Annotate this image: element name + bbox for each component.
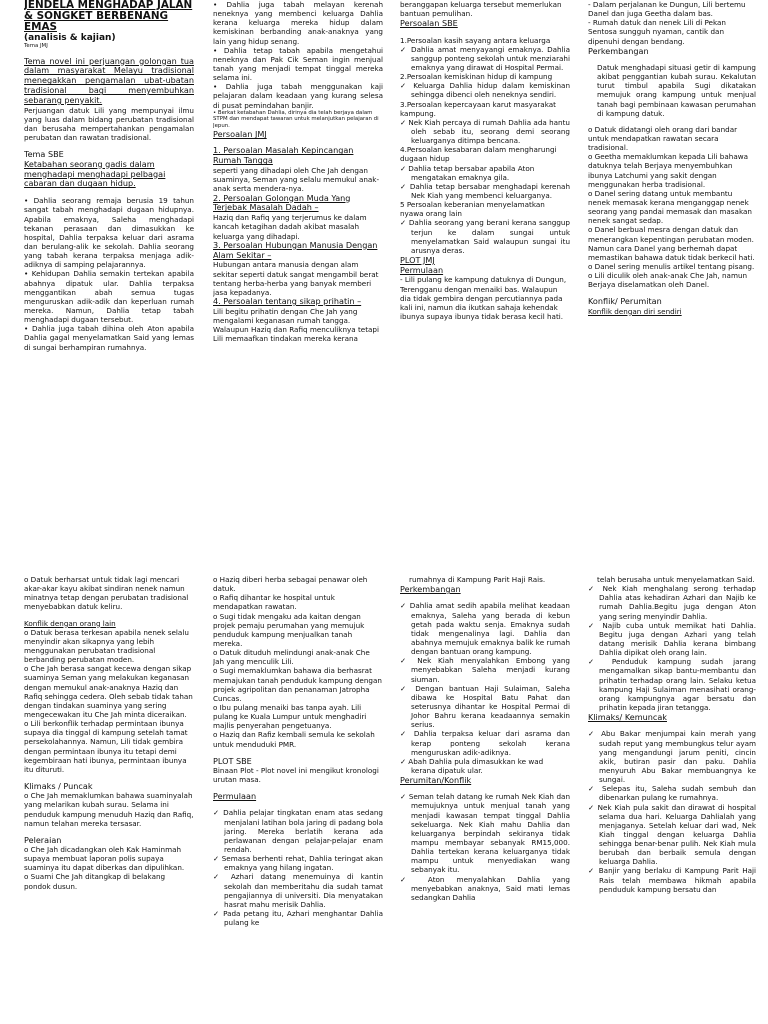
- text-block: 4.Persoalan kesabaran dalam mengharungi dugaan hidup: [400, 145, 557, 164]
- text-block: o Danel berbual mesra dengan datuk dan menerangkan kepentingan perubatan moden. Namun cara Danel yang berhemah dapat memastikan bahawa datuk tidak berkecil hati.: [588, 225, 755, 262]
- text-block: o Rafiq dihantar ke hospital untuk mendapatkan rawatan.: [213, 593, 335, 612]
- bottom-column-3: [400, 575, 570, 1024]
- text-block: ✓ Dahlia tetap bersabar apabila Aton mengatakan emaknya gila.: [400, 163, 535, 182]
- text-block: Persoalan JMJ: [213, 129, 267, 140]
- text-block: 3. Persoalan Hubungan Manusia Dengan Alam Sekitar –: [213, 239, 378, 260]
- bottom-column-1: [24, 575, 194, 1024]
- text-block: ✓ Abah Dahlia pula dimasukkan ke wad kerana dipatuk ular.: [400, 756, 544, 775]
- text-block: • Dahlia seorang remaja berusia 19 tahun sangat tabah menghadapi dugaan hidupnya. Apabila emaknya, Saleha menghadapi tekanan perasaan dan dimasukkan ke hospital, Dahlia terpaksa keluar dari asrama dan berulang-alik ke sekolah. Dahlia seorang yang tabah kerana terpaksa menjaga adik-adiknya di samping pelajarannya.: [24, 196, 194, 270]
- text-block: Permulaan: [213, 791, 257, 802]
- text-block: ✓ Dengan bantuan Haji Sulaiman, Saleha dibawa ke Hospital Batu Pahat dan seterusnya dihantar ke Hospital Permai di Johor Bahru kerana keadaannya semakin serius.: [400, 683, 570, 730]
- text-block: • Berkat ketabahan Dahlia, dirinya dia telah berjaya dalam STPM dan mendapat tawaran untuk melanjutkan pelajaran di Jepun.: [213, 109, 379, 129]
- text-block: ✓ Semasa berhenti rehat, Dahlia teringat akan emaknya yang hilang ingatan.: [213, 854, 383, 873]
- text-block: • Dahlia juga tabah menggunakan kaji pelajaran dalam keadaan yang kurang selesa di pusat pemindahan banjir.: [213, 82, 383, 110]
- text-block: ✓ Pada petang itu, Azhari menghantar Dahlia pulang ke: [213, 909, 383, 928]
- text-block: Perkembangan: [400, 584, 461, 595]
- text-block: - Rumah datuk dan nenek Lili di Pekan Sentosa sungguh nyaman, cantik dan dipenuhi dengan bendang.: [588, 18, 726, 46]
- text-block: ✓ Nek Kiah percaya di rumah Dahlia ada hantu oleh sebab itu, seorang demi seorang keluarganya ditimpa bencana.: [400, 117, 570, 146]
- text-block: Persoalan SBE: [400, 18, 458, 29]
- text-block: o Suami Che Jah ditangkap di belakang pondok dusun.: [24, 872, 166, 891]
- text-block: 1. Persoalan Masalah Kepincangan Rumah Tangga: [213, 145, 354, 166]
- top-column-3: [400, 0, 570, 470]
- text-block: ✓ Nek Kiah menyalahkan Embong yang menyebabkan Saleha menjadi kurang siuman.: [400, 656, 570, 684]
- text-block: ✓ Dahlia terpaksa keluar dari asrama dan kerap ponteng sekolah kerana menguruskan adik-adiknya.: [400, 729, 570, 757]
- text-block: ✓ Azhari datang menemuinya di kantin sekolah dan memberitahu dia sudah tamat pengajiannya di universiti. Dia menyatakan hasrat mahu merisik Dahlia.: [213, 872, 383, 909]
- text-block: PLOT JMJ: [400, 254, 435, 265]
- text-block: Binaan Plot - Plot novel ini mengikut kronologi urutan masa.: [213, 765, 379, 785]
- text-block: Perumitan/Konflik: [400, 775, 472, 786]
- text-block: telah berusaha untuk menyelamatkan Said.: [597, 575, 755, 584]
- text-block: seperti yang dihadapi oleh Che Jah dengan suaminya, Seman yang selalu memukul anak-anak serta mendera-nya.: [213, 166, 380, 194]
- text-block: Klimaks / Puncak: [24, 780, 93, 791]
- top-column-2: [213, 0, 383, 470]
- text-block: ✓ Dahlia tetap bersabar menghadapi kerenah Nek Kiah yang membenci keluarganya.: [400, 181, 570, 200]
- text-block: ✓ Nek Kiah menghalang serong terhadap Dahlia atas kehadiran Azhari dan Najib ke rumah Dahlia.Begitu juga dengan Aton yang sering menyindir Dahlia.: [588, 584, 756, 621]
- text-block: ✓ Keluarga Dahlia hidup dalam kemiskinan sehingga dibenci oleh neneknya sendiri.: [400, 81, 570, 100]
- text-block: 2. Persoalan Golongan Muda Yang Terjebak Masalah Dadah –: [213, 192, 351, 213]
- text-block: Klimaks/ Kemuncak: [588, 712, 667, 723]
- text-block: o Haziq diberi herba sebagai penawar oleh datuk.: [213, 575, 368, 594]
- text-block: 5 Persoalan keberanian menyelamatkan nyawa orang lain: [400, 200, 545, 219]
- text-block: o Sugi tidak mengaku ada kaitan dengan projek pemaju perumahan yang memujuk penduduk kampung menjualkan tanah mereka.: [213, 611, 365, 648]
- text-block: o Danel sering menulis artikel tentang pisang.: [588, 261, 755, 271]
- text-block: ✓ Aton menyalahkan Dahlia yang menyebabkan anaknya, Said mati lemas sedangkan Dahlia: [400, 874, 570, 902]
- text-block: o Sugi memaklumkan bahawa dia berhasrat memajukan tanah penduduk kampung dengan projek agripolitan dan penanaman Jatropha Cuncas.: [213, 666, 382, 703]
- text-block: ✓ Najib cuba untuk memikat hati Dahlia. Begitu juga dengan Azhari yang telah datang merisik Dahlia kerana bimbang Dahlia dipikat oleh orang lain.: [588, 620, 756, 658]
- bottom-column-4: [588, 575, 756, 1024]
- text-block: 3.Persoalan kepercayaan karut masyarakat kampung.: [400, 99, 556, 118]
- text-block: Konflik dengan orang lain: [24, 618, 116, 628]
- text-block: beranggapan keluarga tersebut memerlukan bantuan pemulihan.: [400, 0, 562, 19]
- text-block: Konflik/ Perumitan: [588, 296, 662, 307]
- text-block: Perjuangan datuk Lili yang mempunyai ilmu yang luas dalam bidang perubatan tradisional dan berusaha mempertahankan pengamalan perubatan dan rawatan tradisional.: [24, 105, 194, 143]
- text-block: 4. Persoalan tentang sikap prihatin –: [213, 295, 362, 306]
- text-block: o Danel sering datang untuk membantu nenek memasak kerana menganggap nenek seorang yang pandai memasak dan masakan nenek sangat sedap.: [588, 188, 752, 226]
- text-block: Perkembangan: [588, 45, 649, 56]
- text-block: o Datuk didatangi oleh orang dari bandar untuk mendapatkan rawatan secara tradisional.: [588, 124, 738, 153]
- text-block: • Kehidupan Dahlia semakin tertekan apabila abahnya dipatuk ular. Dahlia terpaksa menggantikan abah semua tugas menguruskan adik-adik dan keperluan rumah mereka. Namun, Dahlia tetap tabah menghadapi dugaan tersebut.: [24, 269, 194, 325]
- text-block: o Haziq dan Rafiz kembali semula ke sekolah untuk menduduki PMR.: [213, 730, 375, 749]
- text-block: - Lili pulang ke kampung datuknya di Dungun, Terengganu dengan menaiki bas. Walaupun dia tidak gembira dengan percutiannya pada kali ini, namun dia ikutkan sahaja kehendak ibunya supaya ibunya tidak berasa kecil hati.: [400, 275, 567, 322]
- text-block: o Lili diculik oleh anak-anak Che Jah, namun Berjaya diselamatkan oleh Danel.: [588, 271, 748, 290]
- text-block: o Geetha memaklumkan kepada Lili bahawa datuknya telah Berjaya menyembuhkan ibunya Latchumi yang sakit dengan menggunakan herba tradisional.: [588, 152, 749, 189]
- text-block: rumahnya di Kampung Parit Haji Rais.: [409, 575, 546, 584]
- text-block: o Lili berkonflik terhadap permintaan ibunya supaya dia tinggal di kampung setelah tamat persekolahannya. Namun, Lili tidak gembira dengan permintaan ibunya itu tetapi demi kegembiraan hati ibunya, permintaan ibunya itu dituruti.: [24, 719, 188, 774]
- text-block: 1.Persoalan kasih sayang antara keluarga: [400, 35, 551, 45]
- page-top-section: [0, 0, 768, 470]
- page-bottom-section: [0, 575, 768, 1024]
- text-block: ✓ Abu Bakar menjumpai kain merah yang sudah reput yang membungkus telur ayam yang mengandungi jarum peniti, cincin akik, butiran pasir dan paku. Dahlia menyuruh Abu Bakar membuangnya ke sungai.: [588, 729, 756, 785]
- text-block: ✓ Nek Kiah pula sakit dan dirawat di hospital selama dua hari. Keluarga Dahlialah yang menjaganya. Setelah keluar dari wad, Nek Kiah tinggal dengan keluarga Dahlia sehingga benar-benar pulih. Nek Kiah mula berubah dan berbaik semula dengan keluarga Dahlia.: [588, 802, 756, 867]
- text-block: ✓ Penduduk kampung sudah jarang mengamalkan sikap bantu-membantu dan prihatin terhadap orang lain. Selaku ketua kampung Haji Sulaiman menasihati orang-orang kampungnya agar bersatu dan prihatin kepada jiran tetangga.: [588, 657, 756, 712]
- text-block: Lili begitu prihatin dengan Che Jah yang mengalami keganasan rumah tangga. Walaupun Haziq dan Rafiq menculiknya tetapi Lili memaafkan tindakan mereka kerana: [213, 306, 379, 344]
- text-block: ✓ Seman telah datang ke rumah Nek Kiah dan memujuknya untuk menjual tanah yang menjadi kawasan tempat tinggal Dahlia sekeluarga. Nek Kiah mahu Dahlia dan keluarganya berpindah sekiranya tidak mampu membayar sebanyak RM15,000. Dahlia tertekan kerana keluarganya tidak mampu untuk menyediakan wang sebanyak itu.: [400, 792, 570, 875]
- text-block: ✓ Selepas itu, Saleha sudah sembuh dan dibenarkan pulang ke rumahnya.: [588, 784, 756, 803]
- text-block: • Dahlia juga tabah dihina oleh Aton apabila Dahlia gagal menyelamatkan Said yang lemas di sungai berhampiran rumahnya.: [24, 324, 194, 352]
- text-block: Permulaan: [400, 265, 444, 276]
- text-block: JENDELA MENGHADAP JALAN & SONGKET BERBENANG EMAS: [24, 0, 193, 33]
- text-block: ✓ Banjir yang berlaku di Kampung Parit Haji Rais telah membawa hikmah apabila penduduk kampung bersatu dan: [588, 866, 756, 894]
- text-block: ✓ Dahlia seorang yang berani kerana sanggup terjun ke dalam sungai untuk menyelamatkan Said walaupun sungai itu arusnya deras.: [400, 218, 570, 255]
- top-column-1: [24, 0, 194, 470]
- text-block: Tema novel ini perjuangan golongan tua dalam masyarakat Melayu tradisional menegakkan pengamalan ubat-ubatan tradisional bagi menyembuhkan sebarang penyakit.: [24, 55, 194, 106]
- text-block: 2.Persoalan kemiskinan hidup di kampung: [400, 72, 553, 82]
- text-block: - Dalam perjalanan ke Dungun, Lili bertemu Danel dan juga Geetha dalam bas.: [588, 0, 746, 19]
- top-column-4: [588, 0, 756, 470]
- text-block: Tema SBE: [24, 149, 64, 160]
- text-block: Peleraian: [24, 834, 62, 845]
- text-block: Datuk menghadapi situasi getir di kampung akibat penggantian kubah surau. Kekalutan turut timbul apabila Sugi dikatakan memujuk orang kampung untuk menjual tanah bagi pembinaan kawasan perumahan di kampung datuk.: [597, 62, 756, 118]
- text-block: o Che Jah memaklumkan bahawa suaminyalah yang melarikan kubah surau. Selama ini penduduk kampung menuduh Haziq dan Rafiq, namun telahan mereka tersasar.: [24, 791, 194, 828]
- text-block: o Che Jah berasa sangat kecewa dengan sikap suaminya Seman yang melakukan keganasan dengan memukul anak-anaknya Haziq dan Rafiq sehingga cedera. Oleh sebab tidak tahan dengan tindakan suaminya yang sering mengecewakan itu Che Jah minta diceraikan.: [24, 664, 193, 719]
- text-block: ✓ Dahlia amat sedih apabila melihat keadaan emaknya, Saleha yang berada di kebun getah pada waktu senja. Emaknya sudah tidak mengenalinya lagi. Dahlia dan abahnya memujuk emaknya balik ke rumah dengan bantuan orang kampung.: [400, 601, 570, 657]
- text-block: o Datuk dituduh melindungi anak-anak Che Jah yang menculik Lili.: [213, 648, 370, 667]
- text-block: • Dahlia juga tabah melayan kerenah neneknya yang membenci keluarga Dahlia kerana keluarga mereka hidup dalam kemiskinan berbanding anak-anaknya yang lain yang hidup senang.: [213, 0, 383, 46]
- text-block: ✓ Dahlia pelajar tingkatan enam atas sedang menjalani latihan bola jaring di padang bola jaring. Mereka berlatih kerana ada perlawanan dengan pelajar-pelajar enam rendah.: [213, 808, 383, 855]
- text-block: Ketabahan seorang gadis dalam menghadapi menghadapi pelbagai cabaran dan dugaan hidup.: [24, 158, 166, 189]
- bottom-column-2: [213, 575, 383, 1024]
- text-block: • Dahlia tetap tabah apabila mengetahui neneknya dan Pak Cik Seman ingin menjual tanah yang menjadi tempat tinggal mereka selama ini.: [213, 45, 383, 83]
- text-block: Tema JMJ: [24, 43, 48, 50]
- text-block: Hubungan antara manusia dengan alam sekitar seperti datuk sangat mengambil berat tentang herba-herba yang banyak memberi jasa kepadanya.: [213, 260, 379, 297]
- text-block: o Datuk berharsat untuk tidak lagi mencari akar-akar kayu akibat sindiran nenek namun minatnya tetap dengan perubatan tradisional menyebabkan datuk keliru.: [24, 575, 189, 612]
- text-block: Haziq dan Rafiq yang terjerumus ke dalam kancah ketagihan dadah akibat masalah keluarga yang dihadapi.: [213, 213, 367, 241]
- text-block: PLOT SBE: [213, 755, 252, 766]
- text-block: (analisis & kajian): [24, 32, 116, 43]
- text-block: Konflik dengan diri sendiri: [588, 306, 682, 316]
- text-block: o Che Jah dicadangkan oleh Kak Haminmah supaya membuat laporan polis supaya suaminya itu dapat diberkas dan dipulihkan.: [24, 845, 185, 873]
- text-block: o Datuk berasa terkesan apabila nenek selalu menyindir akan sikapnya yang lebih menggunakan perubatan tradisional berbanding perubatan moden.: [24, 627, 189, 665]
- text-block: ✓ Dahlia amat menyayangi emaknya. Dahlia sanggup ponteng sekolah untuk menziarahi emaknya yang dirawat di Hospital Permai.: [400, 44, 570, 72]
- text-block: o Ibu pulang menaiki bas tanpa ayah. Lili pulang ke Kuala Lumpur untuk menghadiri majlis penyerahan pengetuanya.: [213, 702, 367, 731]
